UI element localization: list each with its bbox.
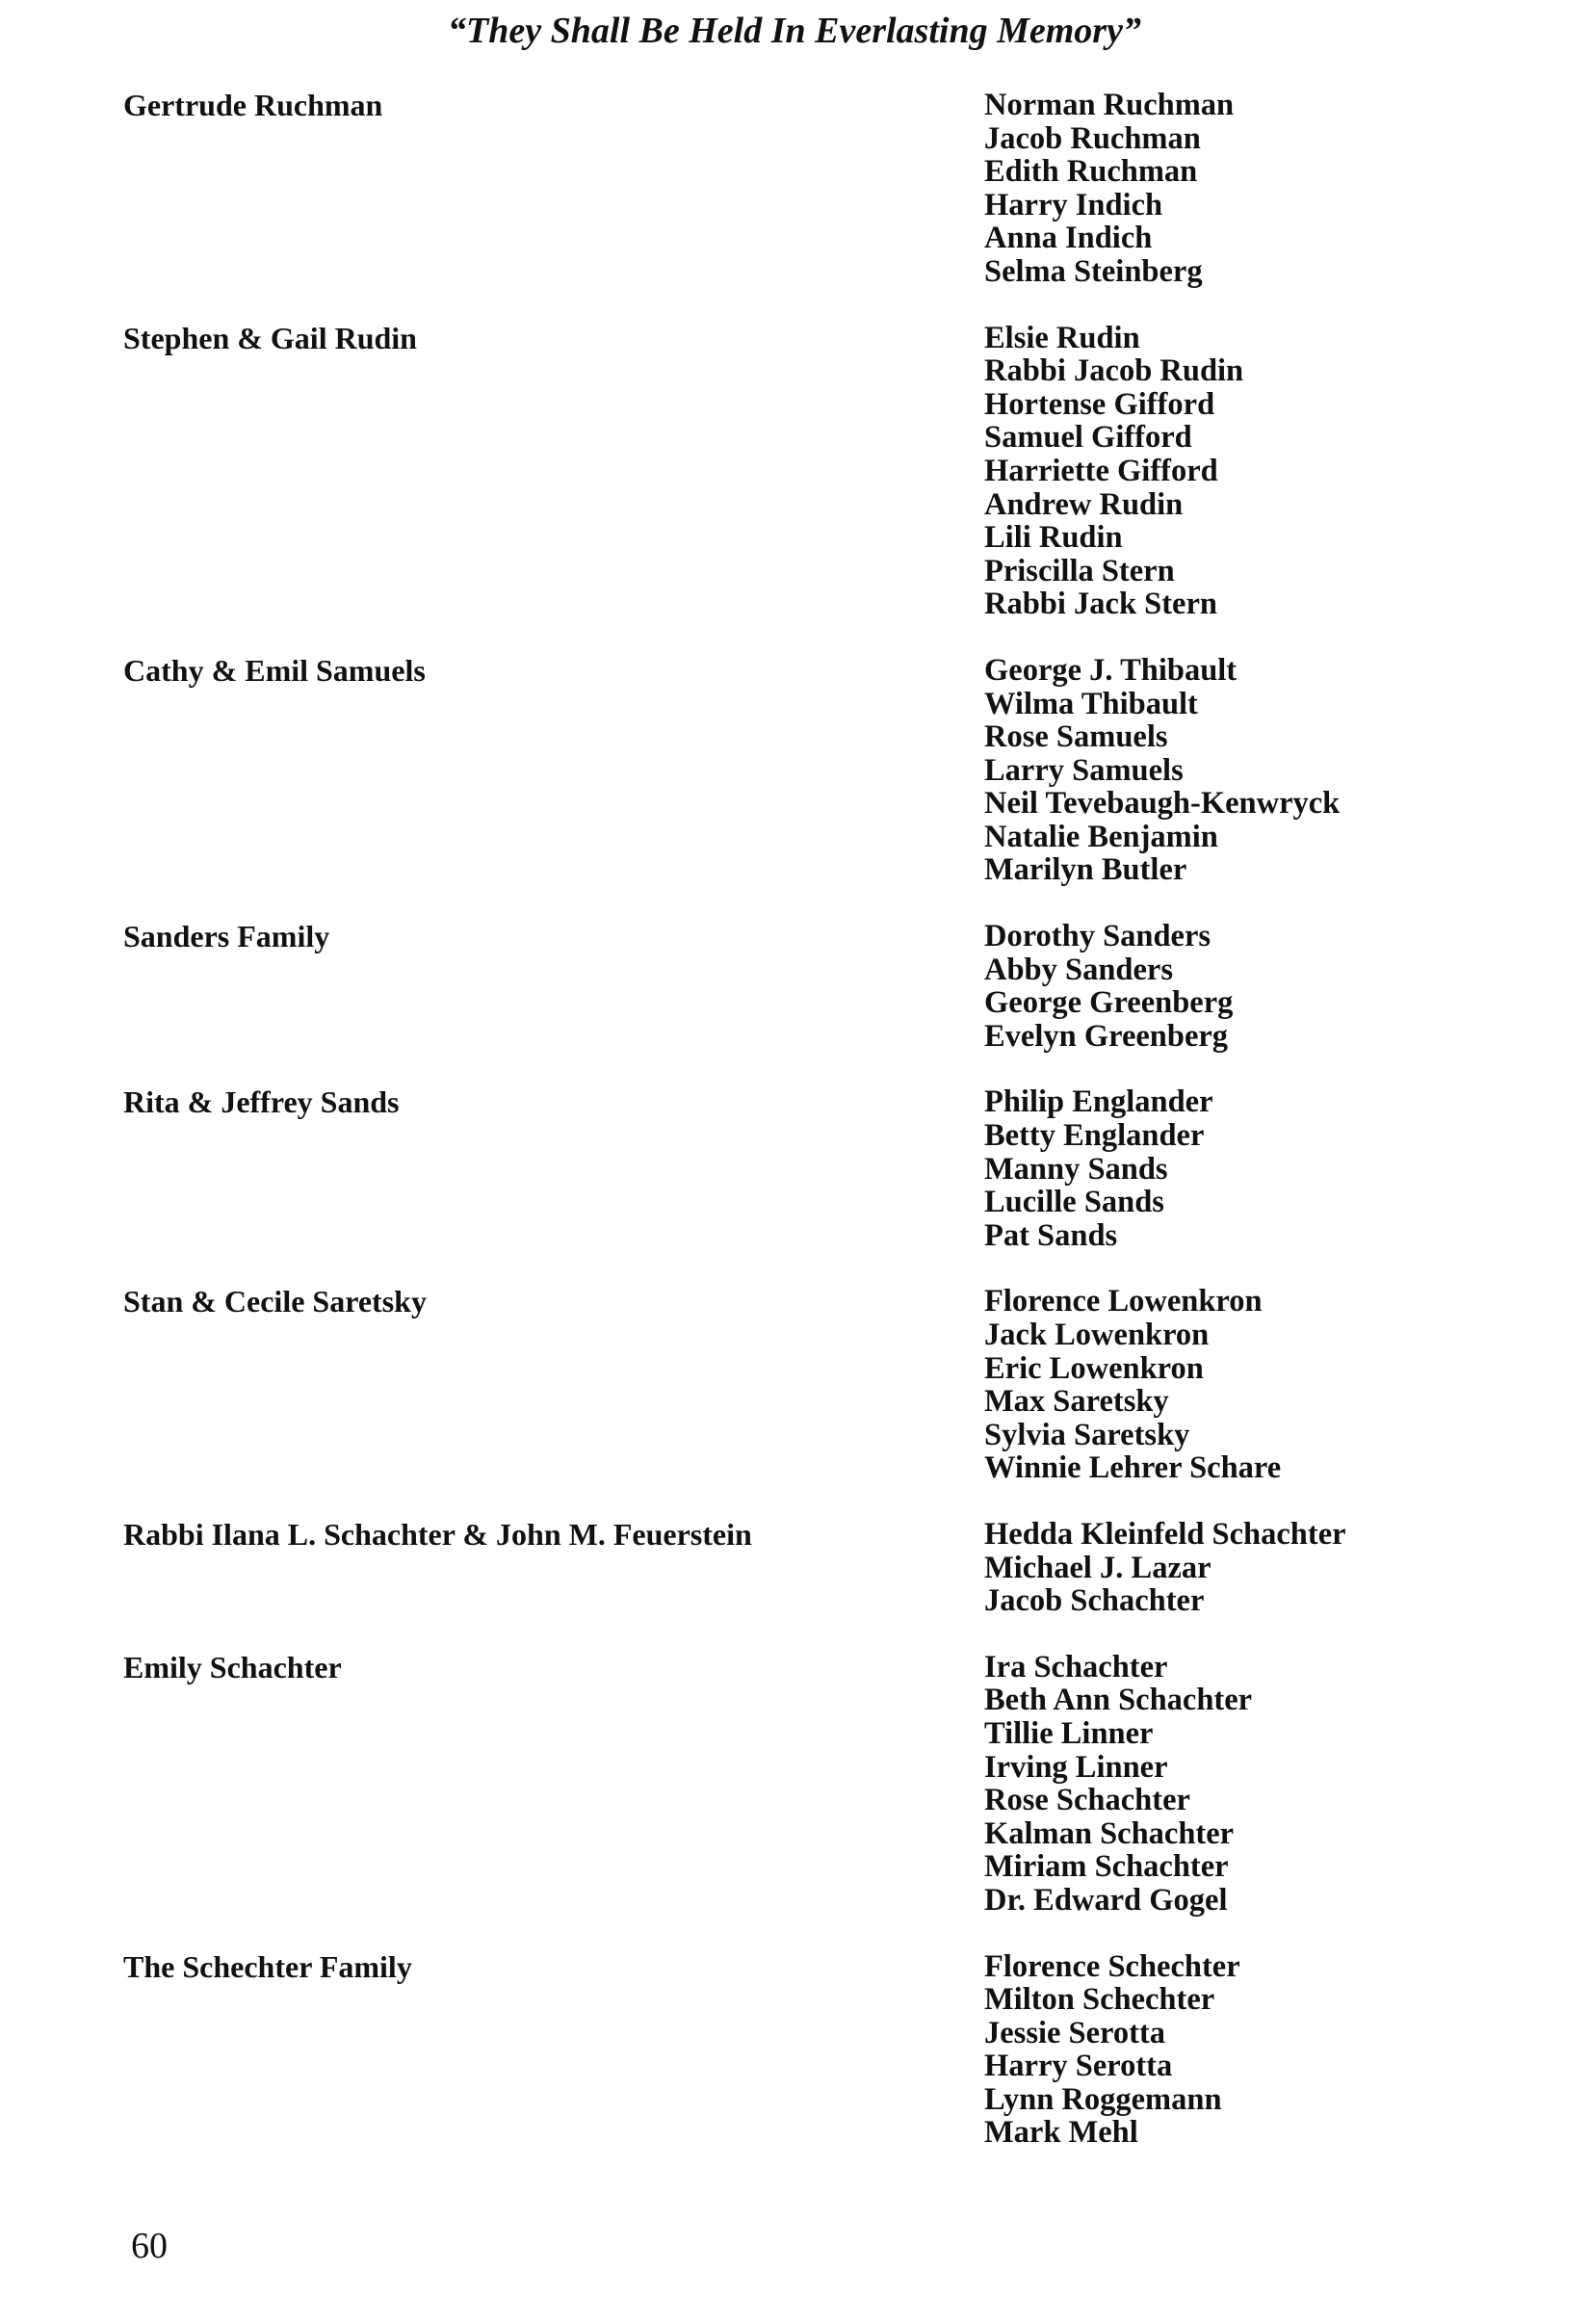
honoree-name: Neil Tevebaugh-Kenwryck — [984, 786, 1341, 822]
honoree-name: Jack Lowenkron — [984, 1318, 1210, 1352]
donor-name: Sanders Family — [123, 919, 330, 954]
honoree-name: Hedda Kleinfeld Schachter — [984, 1516, 1346, 1552]
honoree-name: Max Saretsky — [984, 1384, 1169, 1420]
honoree-name: Milton Schechter — [984, 1982, 1215, 2018]
donor-name: Gertrude Ruchman — [123, 88, 383, 122]
memorial-entry — [123, 1285, 1491, 1485]
honoree-name: Eric Lowenkron — [984, 1350, 1204, 1386]
honoree-name: Rabbi Jacob Rudin — [984, 353, 1244, 389]
honoree-name: Selma Steinberg — [984, 253, 1203, 289]
honoree-name: Dorothy Sanders — [984, 919, 1211, 954]
memorial-list — [123, 89, 1491, 2182]
honoree-name: Larry Samuels — [984, 752, 1184, 788]
honoree-list — [984, 322, 1491, 621]
honoree-name: Michael J. Lazar — [984, 1550, 1211, 1585]
honoree-name: Manny Sands — [984, 1151, 1168, 1187]
honoree-name: George Greenberg — [984, 985, 1234, 1021]
honoree-list — [984, 1518, 1491, 1618]
honoree-name: Rose Schachter — [984, 1783, 1190, 1818]
honoree-list — [984, 920, 1491, 1053]
honoree-name: Irving Linner — [984, 1749, 1168, 1785]
memorial-entry — [123, 920, 1491, 1053]
honoree-name: Anna Indich — [984, 221, 1153, 256]
honoree-name: Ira Schachter — [984, 1649, 1168, 1684]
honoree-name: Elsie Rudin — [984, 320, 1140, 355]
donor-name: Stan & Cecile Saretsky — [123, 1284, 427, 1319]
honoree-name: Lynn Roggemann — [984, 2081, 1222, 2117]
honoree-list — [984, 654, 1491, 887]
honoree-name: Edith Ruchman — [984, 154, 1198, 190]
honoree-name: Miriam Schachter — [984, 1849, 1229, 1885]
donor-name: Cathy & Emil Samuels — [123, 652, 426, 688]
honoree-name: Betty Englander — [984, 1118, 1205, 1154]
honoree-list — [984, 89, 1491, 289]
memorial-entry — [123, 1518, 1491, 1618]
honoree-name: Beth Ann Schachter — [984, 1683, 1253, 1718]
honoree-list — [984, 1285, 1491, 1485]
honoree-name: Sylvia Saretsky — [984, 1417, 1190, 1452]
honoree-name: Pat Sands — [984, 1217, 1118, 1253]
honoree-name: Jacob Ruchman — [984, 120, 1201, 156]
honoree-name: Abby Sanders — [984, 952, 1173, 987]
honoree-name: Harry Serotta — [984, 2049, 1173, 2084]
honoree-name: Jacob Schachter — [984, 1583, 1205, 1619]
donor-name: Stephen & Gail Rudin — [123, 320, 417, 355]
page-number: 60 — [131, 2226, 168, 2266]
honoree-name: Priscilla Stern — [984, 553, 1175, 588]
honoree-name: Harriette Gifford — [984, 453, 1218, 488]
honoree-name: Florence Schechter — [984, 1948, 1240, 1984]
donor-name: The Schechter Family — [123, 1948, 412, 1984]
honoree-name: Norman Ruchman — [984, 88, 1235, 122]
honoree-name: Rabbi Jack Stern — [984, 587, 1217, 622]
honoree-name: Harry Indich — [984, 187, 1163, 222]
honoree-name: Lucille Sands — [984, 1185, 1164, 1220]
honoree-name: Tillie Linner — [984, 1715, 1154, 1751]
honoree-name: Natalie Benjamin — [984, 819, 1218, 854]
honoree-name: Philip Englander — [984, 1084, 1213, 1120]
memorial-entry — [123, 1085, 1491, 1252]
honoree-name: Evelyn Greenberg — [984, 1018, 1229, 1054]
honoree-name: Samuel Gifford — [984, 420, 1192, 456]
honoree-name: Rose Samuels — [984, 719, 1168, 755]
donor-name: Rita & Jeffrey Sands — [123, 1084, 400, 1120]
memorial-entry — [123, 654, 1491, 887]
honoree-name: Andrew Rudin — [984, 486, 1184, 522]
honoree-name: Dr. Edward Gogel — [984, 1882, 1228, 1918]
memorial-entry — [123, 1651, 1491, 1918]
honoree-name: Kalman Schachter — [984, 1815, 1235, 1851]
honoree-name: Florence Lowenkron — [984, 1284, 1263, 1319]
honoree-name: Lili Rudin — [984, 520, 1123, 556]
honoree-name: Hortense Gifford — [984, 386, 1215, 422]
honoree-name: Winnie Lehrer Schare — [984, 1450, 1282, 1486]
honoree-name: Wilma Thibault — [984, 686, 1198, 721]
honoree-name: Marilyn Butler — [984, 852, 1187, 888]
honoree-list — [984, 1085, 1491, 1252]
honoree-name: Mark Mehl — [984, 2115, 1138, 2151]
honoree-name: Jessie Serotta — [984, 2015, 1166, 2050]
memorial-entry — [123, 89, 1491, 289]
donor-name: Emily Schachter — [123, 1649, 342, 1684]
honoree-list — [984, 1651, 1491, 1918]
memorial-entry — [123, 1950, 1491, 2151]
honoree-name: George J. Thibault — [984, 652, 1237, 688]
memorial-entry — [123, 322, 1491, 621]
honoree-list — [984, 1950, 1491, 2151]
donor-name: Rabbi Ilana L. Schachter & John M. Feuerstein — [123, 1516, 752, 1552]
page-title: “They Shall Be Held In Everlasting Memory” — [448, 11, 1141, 51]
